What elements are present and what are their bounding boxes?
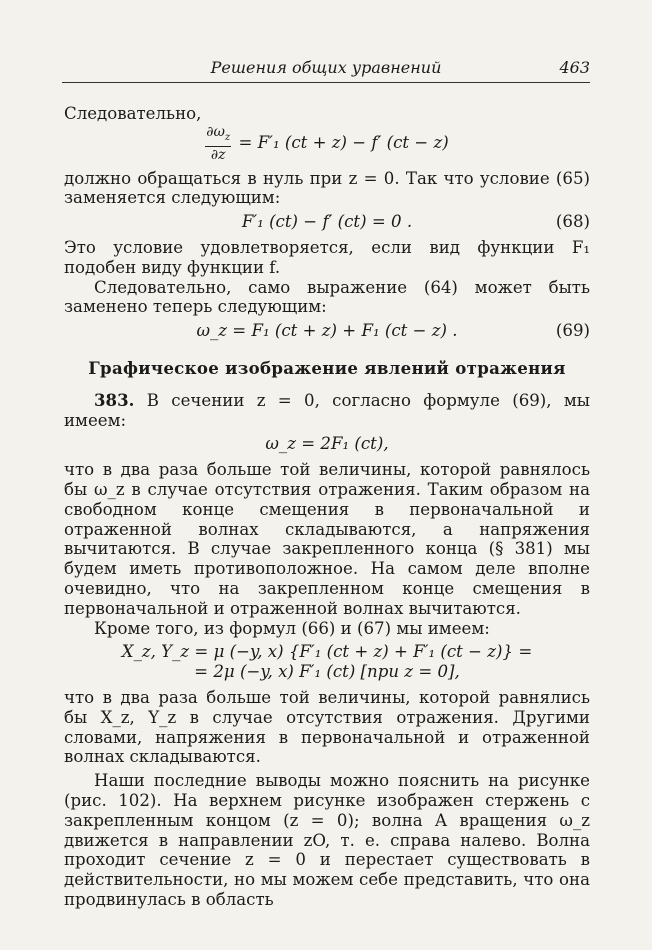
section-heading: Графическое изображение явлений отражения	[88, 357, 566, 378]
equation-stress-line-2: = 2μ (−y, x) F′₁ (ct) [при z = 0],	[194, 662, 460, 682]
paragraph-condition-satisfied: Это условие удовлетворяется, если вид функции F₁ подобен виду функции f.	[64, 237, 590, 277]
equation-partial-omega	[64, 124, 590, 163]
equation-rhs: = F′₁ (ct + z) − f′ (ct − z)	[238, 132, 449, 152]
equation-69-body: ω_z = F₁ (ct + z) + F₁ (ct − z) .	[196, 321, 458, 341]
paragraph-383-intro: 383. В сечении z = 0, согласно формуле (69), мы имеем:	[64, 389, 591, 430]
equation-69-number: (69)	[555, 321, 590, 341]
equation-68-number: (68)	[555, 212, 590, 232]
equation-69	[64, 321, 590, 341]
fraction-denominator: ∂z	[210, 146, 226, 163]
page-number: 463	[559, 58, 590, 77]
paragraph-vanish-condition: должно обращаться в нуль при z = 0. Так что условие (65) заменяется следующим:	[64, 168, 590, 208]
equation-68	[64, 212, 590, 232]
paragraph-besides: Кроме того, из формул (66) и (67) мы имеем:	[94, 618, 490, 638]
paragraph-free-end: что в два раза больше той величины, которой равнялось бы ω_z в случае отсутствия отражения. Таким образом на свободном конце смещения в первоначальной и отраженной волнах складываются, а напряжения вычитаются. В случае закрепленного конца (§ 381) мы будем иметь противоположное. На самом деле вполне очевидно, что на закрепленном конце смещения в первоначальной и отраженной волнах вычитаются.	[64, 460, 590, 618]
equation-stress-line-1: X_z, Y_z = μ (−y, x) {F′₁ (ct + z) + F′₁ (ct − z)} =	[121, 642, 533, 662]
paragraph-consequently: Следовательно,	[64, 104, 202, 123]
running-title: Решения общих уравнений	[210, 58, 442, 77]
paragraph-number: 383.	[94, 389, 135, 410]
paragraph-expression-replaced: Следовательно, само выражение (64) может быть заменено теперь следующим:	[64, 277, 590, 317]
fraction-d-omega-dz	[205, 124, 231, 163]
running-header	[62, 56, 590, 83]
equation-omega-2F: ω_z = 2F₁ (ct),	[265, 434, 389, 454]
page-body	[64, 104, 590, 910]
paragraph-stresses-add: что в два раза больше той величины, которой равнялись бы X_z, Y_z в случае отсутствия отражения. Другими словами, напряжения в первоначальной и отраженной волнах складываются.	[64, 687, 590, 767]
equation-68-body: F′₁ (ct) − f′ (ct) = 0 .	[241, 212, 413, 232]
fraction-numerator: $\partial\omega_z$	[205, 124, 231, 147]
paragraph-figure-explanation: Наши последние выводы можно пояснить на рисунке (рис. 102). На верхнем рисунке изображен стержень с закрепленным концом (z = 0); волна A вращения ω_z движется в направлении zO, т. е. справа налево. Волна проходит сечение z = 0 и перестает существовать в действительности, но мы можем себе представить, что она продвинулась в область	[64, 771, 590, 909]
